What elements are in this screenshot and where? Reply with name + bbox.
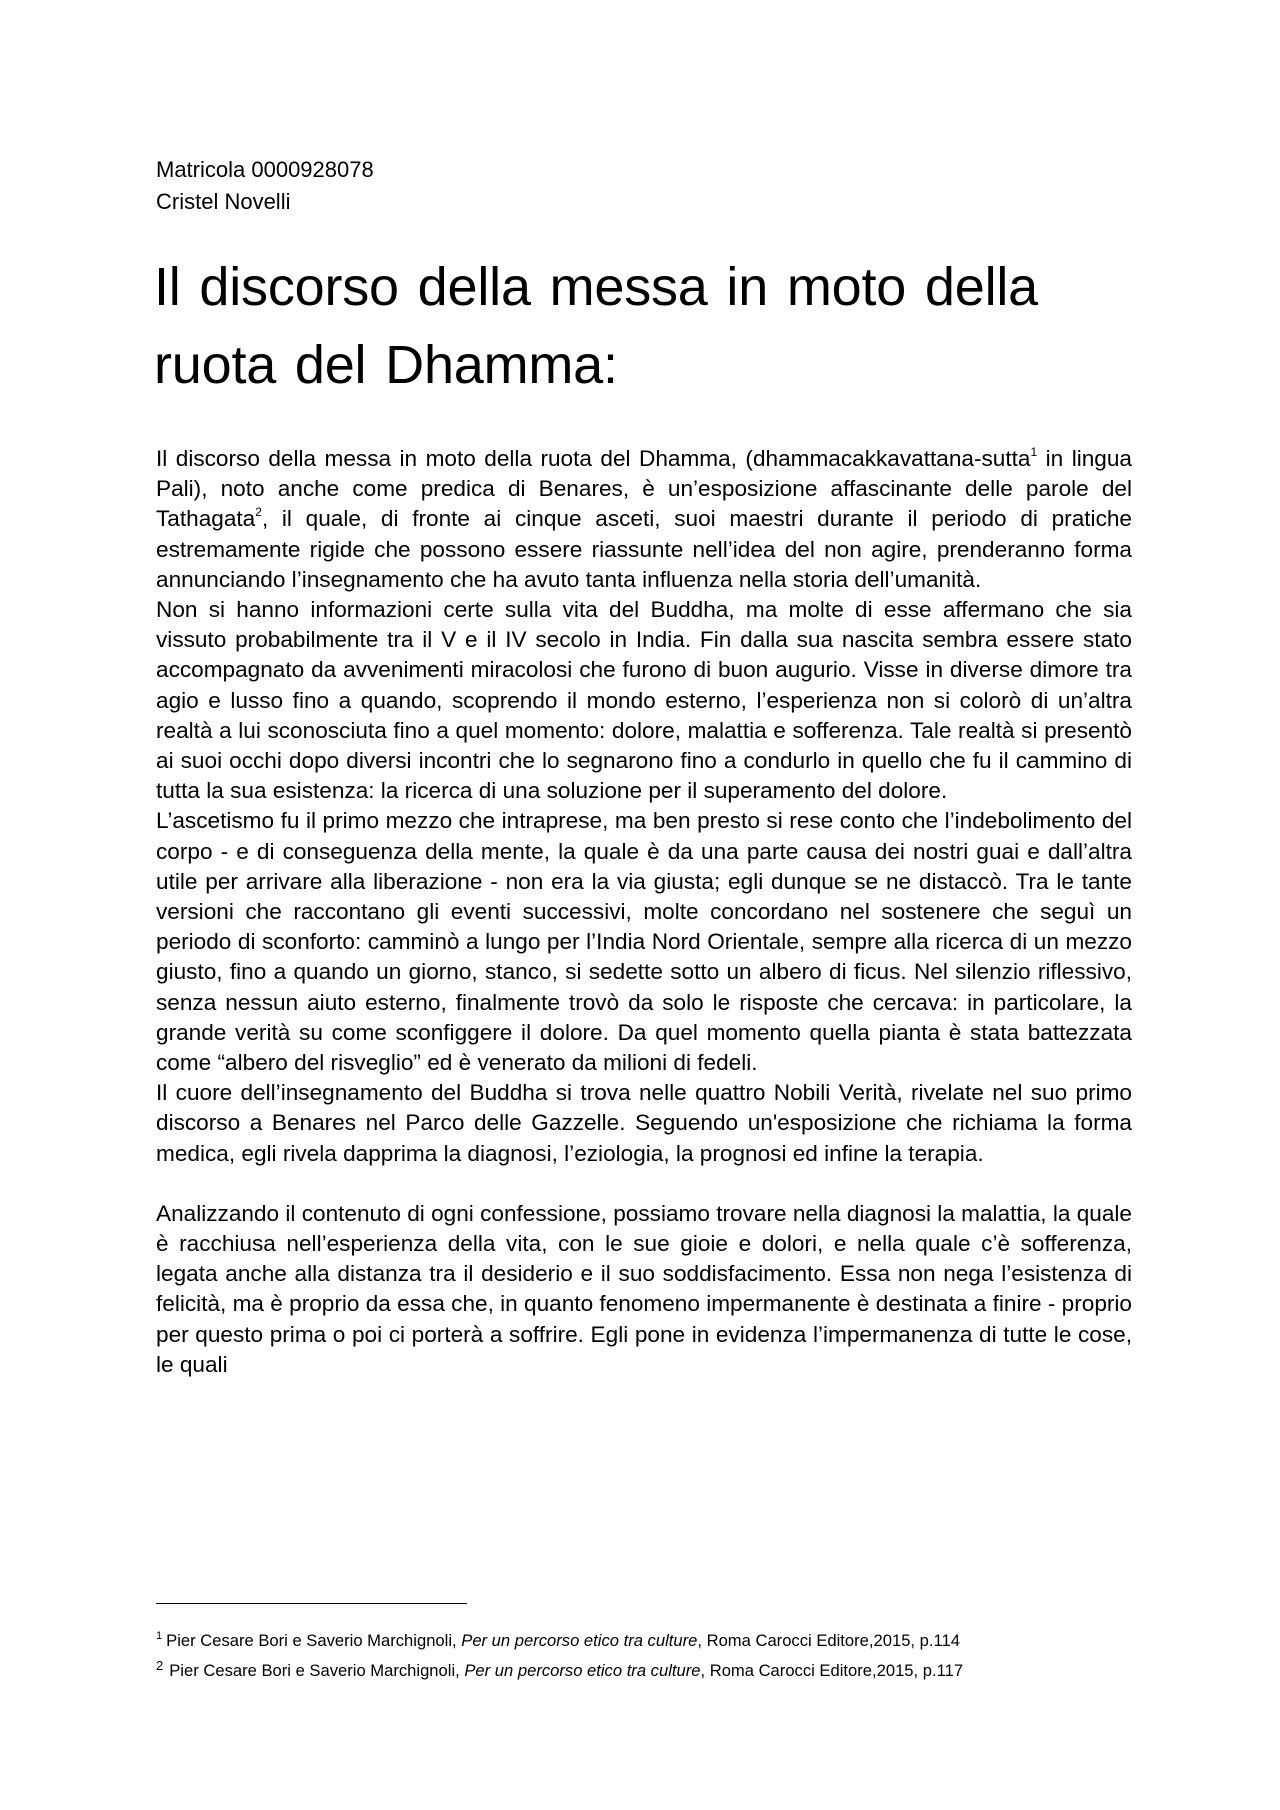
- footnotes: [156, 1626, 1156, 1686]
- paragraph-1: [156, 444, 1132, 595]
- document-body: [156, 444, 1132, 1380]
- footnote-ref-1[interactable]: 1: [1030, 445, 1038, 459]
- footnote-publication: , Roma Carocci Editore,2015, p.114: [697, 1631, 960, 1650]
- paragraph-4: Il cuore dell’insegnamento del Buddha si trova nelle quattro Nobili Verità, rivelate nel suo primo discorso a Benares nel Parco delle Gazzelle. Seguendo un'esposizione che richiama la forma medica, egli rivela dapprima la diagnosi, l’eziologia, la prognosi ed infine la terapia.: [156, 1080, 1132, 1166]
- author-name: Cristel Novelli: [156, 189, 291, 214]
- footnote-number: 1: [156, 1630, 163, 1642]
- footnote-authors: Pier Cesare Bori e Saverio Marchignoli,: [169, 1661, 465, 1680]
- footnote-2: [156, 1656, 1156, 1686]
- footnote-1: [156, 1626, 1156, 1656]
- footnote-separator: [156, 1603, 467, 1604]
- paragraph-1-part-b: in lingua Pali), noto anche come predica di Benares, è un’esposizione affascinante delle parole del Tathagata: [156, 446, 1132, 532]
- footnote-authors: Pier Cesare Bori e Saverio Marchignoli,: [166, 1631, 462, 1650]
- footnote-publication: , Roma Carocci Editore,2015, p.117: [700, 1661, 964, 1680]
- paragraph-5: Analizzando il contenuto di ogni confessione, possiamo trovare nella diagnosi la malattia, la quale è racchiusa nell’esperienza della vita, con le sue gioie e dolori, e nella quale c’è sofferenza, legata anche alla distanza tra il desiderio e il suo soddisfacimento. Essa non nega l’esistenza di felicità, ma è proprio da essa che, in quanto fenomeno impermanente è destinata a finire - proprio per questo prima o poi ci porterà a soffrire. Egli pone in evidenza l’impermanenza di tutte le cose, le quali: [156, 1200, 1132, 1377]
- paragraph-1-part-c: , il quale, di fronte ai cinque asceti, suoi maestri durante il periodo di pratiche estremamente rigide che possono essere riassunte nell’idea del non agire, prenderanno forma annunciando l’insegnamento che ha avuto tanta influenza nella storia dell’umanità.: [156, 506, 1132, 592]
- paragraph-1-part-a: Il discorso della messa in moto della ruota del Dhamma, (dhammacakkavattana-sutta: [156, 446, 1031, 471]
- header-block: [156, 154, 374, 218]
- document-title: Il discorso della messa in moto della ruota del Dhamma:: [154, 257, 1039, 395]
- footnote-work-title: Per un percorso etico tra culture: [461, 1631, 698, 1650]
- footnote-ref-2[interactable]: 2: [255, 505, 262, 520]
- student-id: Matricola 0000928078: [156, 157, 374, 182]
- paragraph-2: Non si hanno informazioni certe sulla vita del Buddha, ma molte di esse affermano che sia vissuto probabilmente tra il V e il IV secolo in India. Fin dalla sua nascita sembra essere stato accompagnato da avvenimenti miracolosi che furono di buon augurio. Visse in diverse dimore tra agio e lusso fino a quando, scoprendo il mondo esterno, l’esperienza non si colorò di un’altra realtà a lui sconosciuta fino a quel momento: dolore, malattia e sofferenza. Tale realtà si presentò ai suoi occhi dopo diversi incontri che lo segnarono fino a condurlo in quello che fu il cammino di tutta la sua esistenza: la ricerca di una soluzione per il superamento del dolore.: [156, 597, 1132, 804]
- paragraph-3: L’ascetismo fu il primo mezzo che intraprese, ma ben presto si rese conto che l’indebolimento del corpo - e di conseguenza della mente, la quale è da una parte causa dei nostri guai e dall’altra utile per arrivare alla liberazione - non era la via giusta; egli dunque se ne distaccò. Tra le tante versioni che raccontano gli eventi successivi, molte concordano nel sostenere che seguì un periodo di sconforto: camminò a lungo per l’India Nord Orientale, sempre alla ricerca di un mezzo giusto, fino a quando un giorno, stanco, si sedette sotto un albero di ficus. Nel silenzio riflessivo, senza nessun aiuto esterno, finalmente trovò da solo le risposte che cercava: in particolare, la grande verità su come sconfiggere il dolore. Da quel momento quella pianta è stata battezzata come “albero del risveglio” ed è venerato da milioni di fedeli.: [156, 808, 1132, 1076]
- footnote-number: 2: [156, 1658, 164, 1673]
- footnote-work-title: Per un percorso etico tra culture: [464, 1661, 701, 1680]
